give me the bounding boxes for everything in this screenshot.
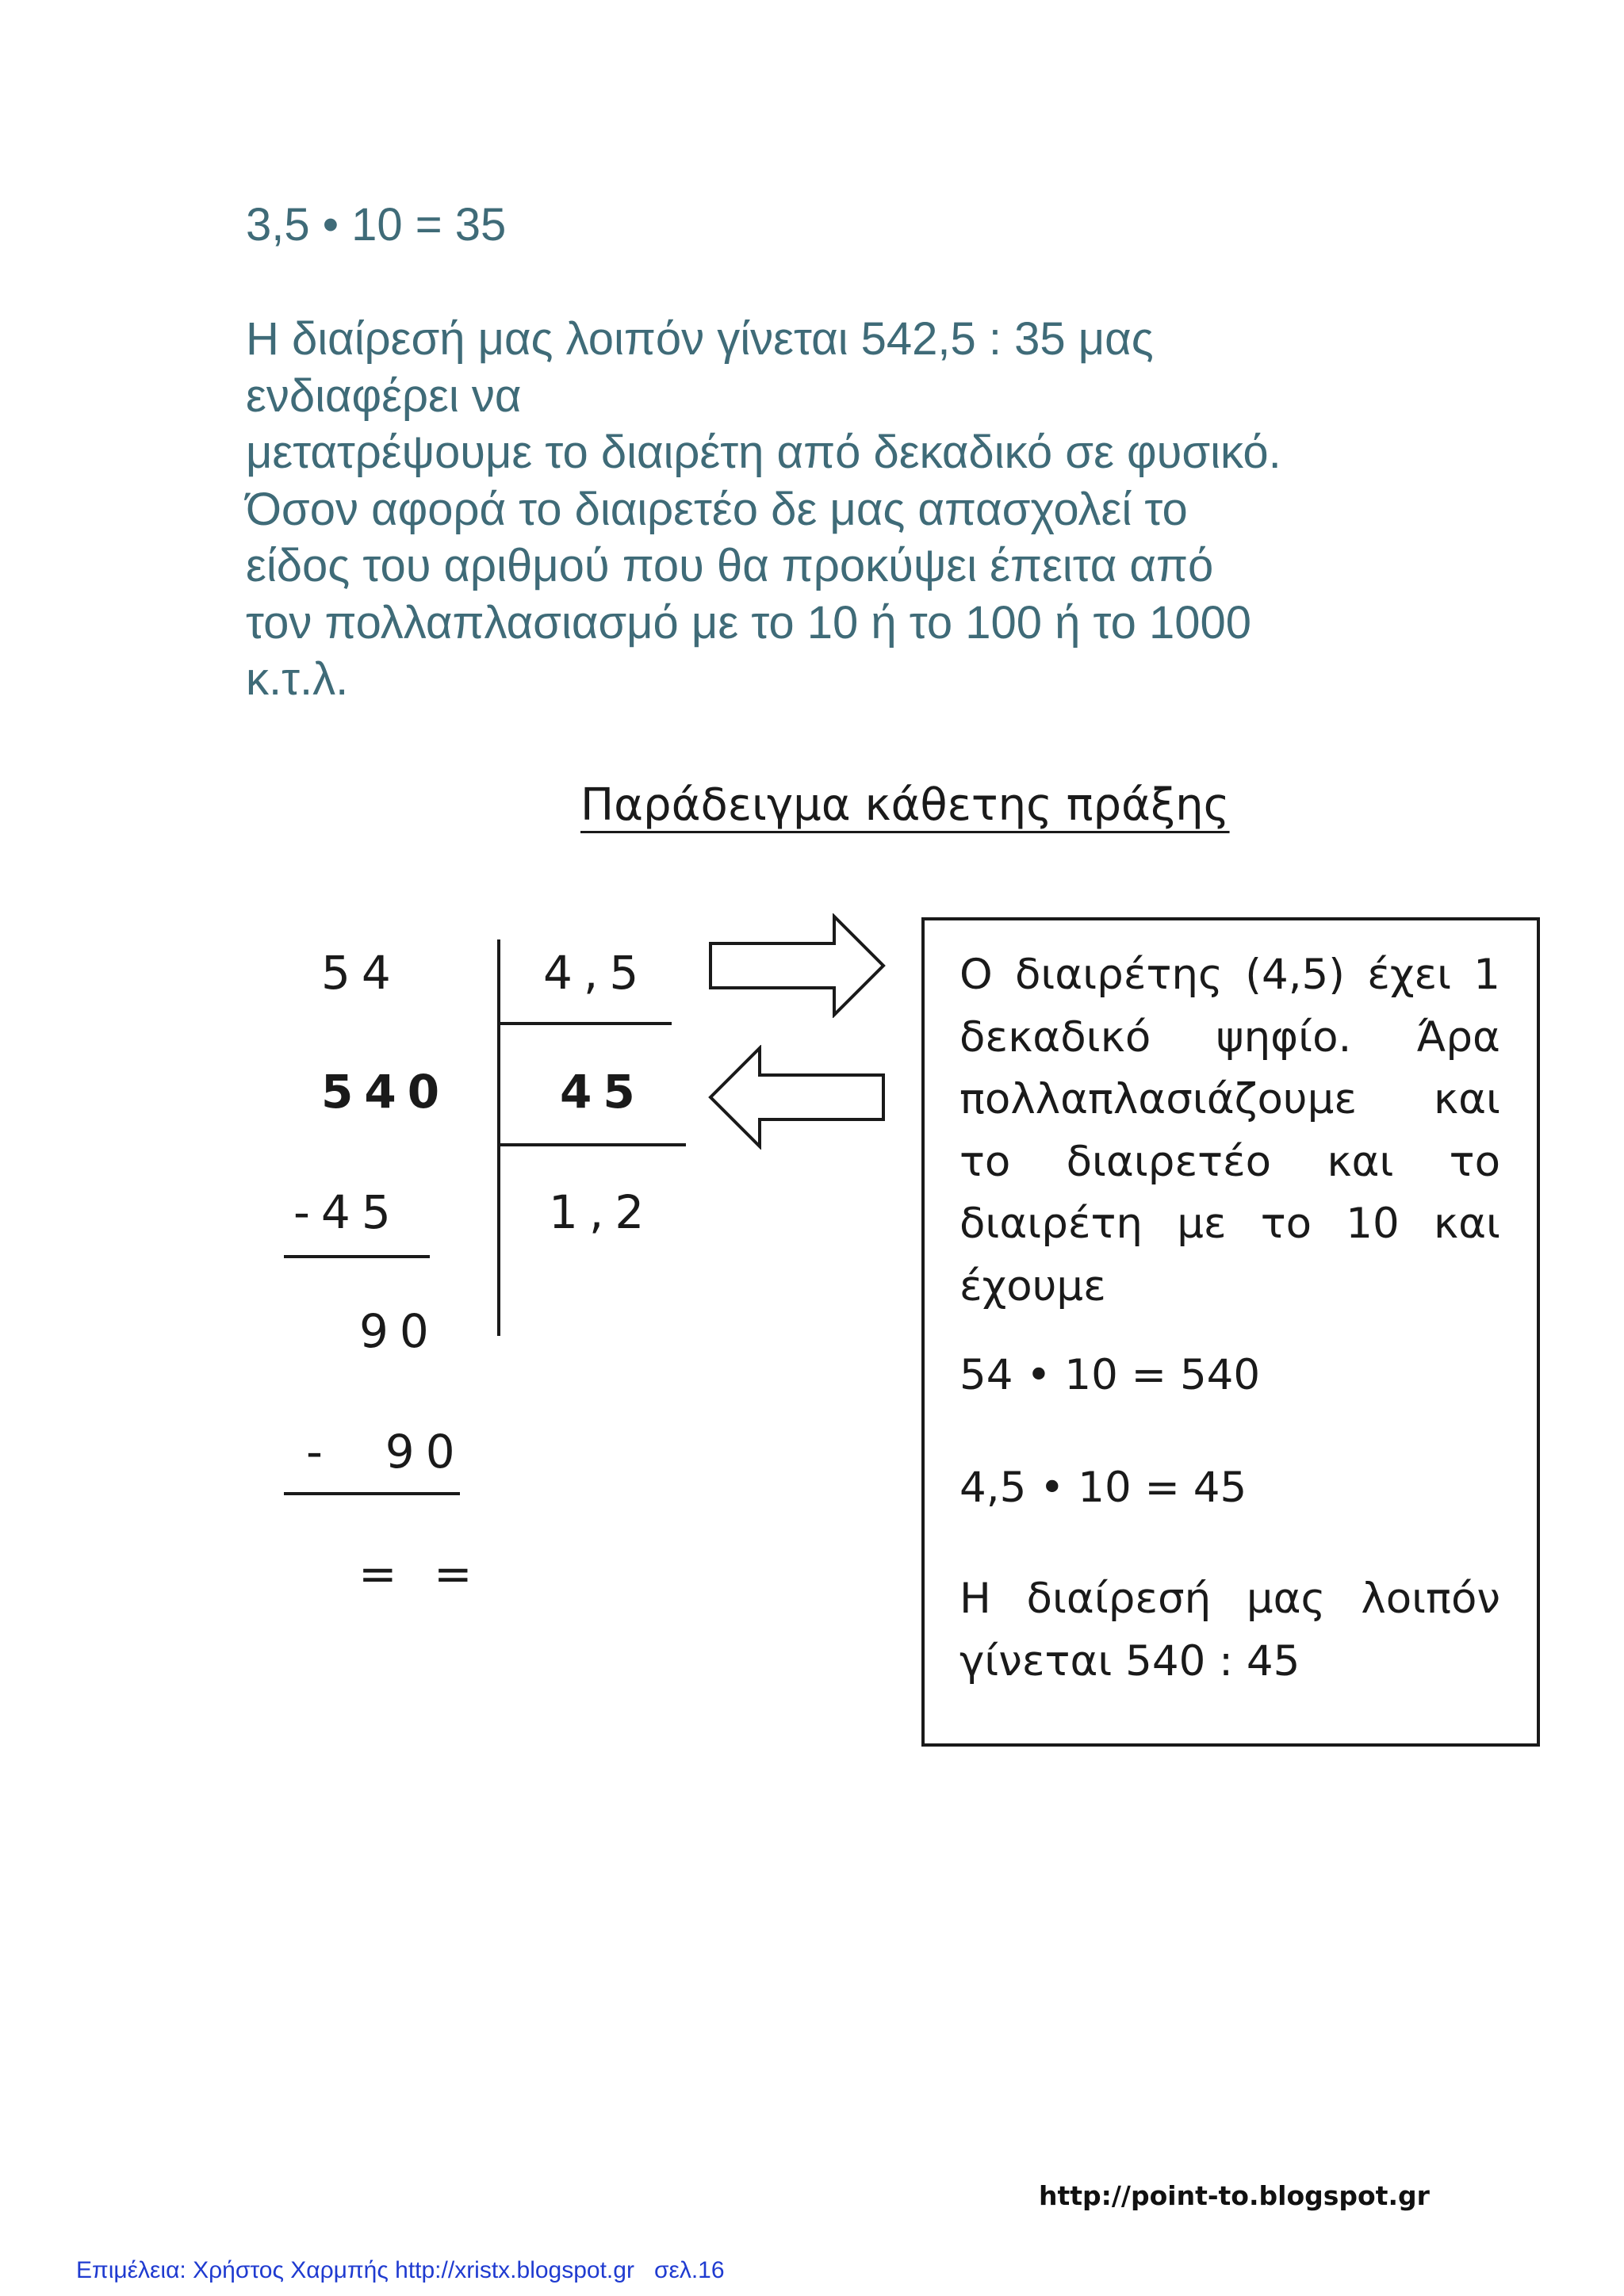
- paragraph-line: τον πολλαπλασιασμό με το 10 ή το 100 ή το 1000: [246, 596, 1251, 649]
- source-url: http://point-to.blogspot.gr: [1039, 2180, 1430, 2211]
- division-quotient-line: [499, 1143, 686, 1146]
- division-vertical-line: [497, 939, 500, 1336]
- final-remainder: = =: [358, 1547, 484, 1601]
- paragraph-line: ενδιαφέρει να: [246, 369, 522, 422]
- subtract-second: - 90: [306, 1425, 466, 1479]
- paragraph-line: Όσον αφορά το διαιρετέο δε μας απασχολεί το: [246, 483, 1188, 535]
- paragraph-line: Η διαίρεσή μας λοιπόν γίνεται 542,5 : 35 μας: [246, 313, 1154, 365]
- explanation-paragraph: [246, 311, 1419, 708]
- divisor-scaled: 45: [560, 1065, 646, 1119]
- paragraph-line: μετατρέψουμε το διαιρέτη από δεκαδικό σε φυσικό.: [246, 427, 1281, 478]
- subtraction-line-first: [284, 1255, 430, 1258]
- note-text: Ο διαιρέτης (4,5) έχει 1 δεκαδικό ψηφίο. Άρα πολλαπλασιάζουμε και το διαιρετέο και το διαιρέτη με το 10 και έχουμε: [959, 951, 1500, 1311]
- quotient: 1,2: [549, 1185, 656, 1239]
- paragraph-line: είδος του αριθμού που θα προκύψει έπειτα από: [246, 540, 1214, 591]
- explanation-box: [921, 917, 1540, 1747]
- arrow-left-icon: [707, 1045, 888, 1150]
- dividend-scaled: 540: [321, 1065, 451, 1119]
- arrow-right-icon: [707, 913, 888, 1018]
- formula-line: 3,5 • 10 = 35: [246, 199, 507, 251]
- subtraction-line-second: [284, 1492, 460, 1495]
- note-conclusion: Η διαίρεσή μας λοιπόν γίνεται 540 : 45: [959, 1575, 1500, 1686]
- remainder-first: 90: [359, 1304, 440, 1358]
- divisor-original: 4,5: [543, 946, 650, 1000]
- equation-divisor: 4,5 • 10 = 45: [959, 1464, 1247, 1512]
- subtract-first: -45: [293, 1185, 402, 1239]
- page-footer: Επιμέλεια: Χρήστος Χαρμπής http://xristx.blogspot.gr σελ.16: [76, 2257, 725, 2283]
- example-title: Παράδειγμα κάθετης πράξης: [580, 779, 1230, 831]
- equation-dividend: 54 • 10 = 540: [959, 1351, 1261, 1399]
- dividend-original: 54: [321, 946, 402, 1000]
- paragraph-line: κ.τ.λ.: [246, 653, 349, 705]
- division-divisor-underline: [499, 1022, 672, 1025]
